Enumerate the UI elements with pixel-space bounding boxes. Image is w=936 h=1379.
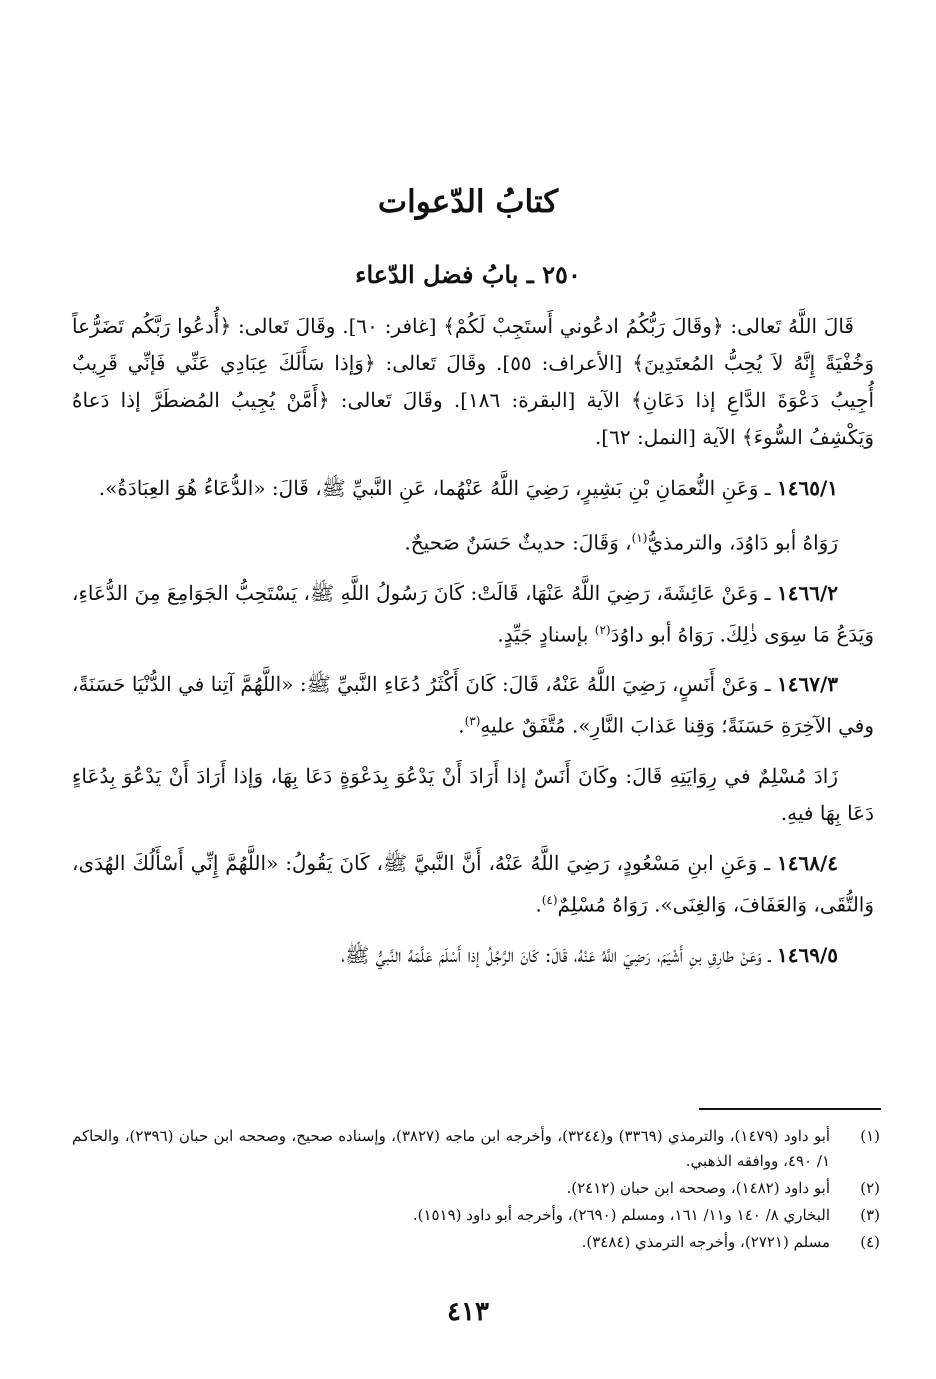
footnote-number: (٣) [860,1206,880,1224]
hadith-number: ١٤٦٥/١ [776,476,838,500]
hadith-number: ١٤٦٦/٢ [777,580,839,605]
hadith-tail: بإسنادٍ جَيِّدٍ. [497,622,595,647]
hadith-number: ١٤٦٩/٥ [776,942,838,967]
hadith-text: ـ وَعَنْ أَنَسٍ، رَضِيَ اللَّهُ عَنْهُ، قَالَ: كَانَ أَكْثَرُ دُعَاءِ النَّبيِّ ﷺ: «اللَّهُمَّ آتِنا في الدُّنْيَا حَسَنَةً، وفي الآخِرَةِ حَسَنَةً؛ وَقِنا عَذابَ النَّارِ». مُتَّفَقٌ عليهِ [72,672,874,738]
footnote-1 [72,1124,880,1174]
footnote-number: (٢) [860,1179,880,1197]
page-number: ٤١٣ [447,1297,489,1327]
footnote-3 [72,1203,880,1228]
footnote-2 [72,1176,880,1201]
book-title: كتابُ الدّعوات [377,184,559,220]
hadith-1 [72,470,874,507]
hadith-number: ١٤٦٧/٣ [776,672,838,697]
footnote-ref[interactable]: (١) [631,531,648,545]
chapter-title [0,258,936,292]
hadith-tail: . [535,892,542,917]
hadith-3-note: زَادَ مُسْلِمٌ في رِوَايَتِهِ قَالَ: وكَانَ أَنَسٌ إذا أَرَادَ أَنْ يَدْعُوَ بِدَعْوَةٍ دَعَا بِهَا، وَإذا أَرَادَ أَنْ يَدْعُوَ بِدُعَاءٍ دَعَا بِهَا فيهِ. [72,763,874,825]
hadith-text: ـ وَعَنِ النُّعمَانِ بْنِ بَشِيرٍ، رَضِيَ اللَّهُ عَنْهُما، عَنِ النَّبيِّ ﷺ، قَالَ: «الدُّعَاءُ هُوَ العِبَادَةُ». [98,476,771,500]
hadith-2 [72,575,874,654]
footnote-ref[interactable]: (٢) [594,622,611,637]
footnote-number: (١) [860,1127,880,1145]
hadith-1-source [72,520,874,562]
hadith-text: ـ وَعَنْ طارِقِ بنِ أَشْيَمَ، رَضِيَ اللَّهُ عَنْهُ، قَالَ: كَانَ الرَّجُلُ إذا أَسْلَمَ عَلَّمَهُ النَّبيُّ ﷺ، [341,942,771,967]
hadith-3 [72,666,874,745]
hadith-text: ـ وَعَنْ عَائِشَةَ، رَضِيَ اللَّهُ عَنْهَا، قَالَتْ: كَانَ رَسُولُ اللَّهِ ﷺ، يَسْتَحِبُّ الجَوَامِعَ مِنَ الدُّعَاءِ، وَيَدَعُ مَا سِوَى ذٰلِكَ. رَوَاهُ أبو داوُدَ [72,580,874,647]
source-text: رَوَاهُ أبو دَاوُدَ، والترمذيُّ [647,530,838,555]
footnote-divider [699,1108,881,1110]
footnote-ref[interactable]: (٤) [541,892,558,907]
main-text [72,308,874,987]
footnote-text: مسلم (٢٧٢١)، وأخرجه الترمذي (٣٤٨٤). [581,1233,830,1251]
footnote-text: أبو داود (١٤٨٢)، وصححه ابن حبان (٢٤١٢). [566,1179,830,1197]
source-grade: ، وَقَالَ: حديثٌ حَسَنٌ صَحيحٌ. [404,530,632,555]
footnote-number: (٤) [860,1233,880,1251]
footnote-text: أبو داود (١٤٧٩)، والترمذي (٣٣٦٩) و(٣٢٤٤)، وأخرجه ابن ماجه (٣٨٢٧)، وإسناده صحيح، وصححه ابن حبان (٢٣٩٦)، والحاكم ١/ ٤٩٠، ووافقه الذهبي. [72,1127,831,1170]
hadith-tail: . [458,713,465,738]
hadith-number: ١٤٦٨/٤ [777,850,839,875]
footnote-ref[interactable]: (٣) [464,714,481,729]
chapter-number: ٢٥٠ [542,260,581,289]
hadith-4 [72,845,874,924]
hadith-5 [72,937,874,974]
chapter-name: ـ بابُ فضل الدّعاء [355,260,534,289]
footnotes [72,1124,880,1257]
footnote-4 [72,1230,880,1255]
footnote-text: البخاري ٨/ ١٤٠ و١١/ ١٦١، ومسلم (٢٦٩٠)، وأخرجه أبو داود (١٥١٩). [412,1206,830,1224]
hadith-text: ـ وَعَنِ ابنِ مَسْعُودٍ، رَضِيَ اللَّهُ عَنْهُ، أَنَّ النَّبيَّ ﷺ، كَانَ يَقُولُ: «اللَّهُمَّ إِنِّي أَسْأَلُكَ الهُدَى، وَالتُّقَى، وَالعَفَافَ، وَالغِنَى». رَوَاهُ مُسْلِمٌ [72,850,874,917]
intro-paragraph: قَالَ اللَّهُ تَعالى: ﴿وقَالَ رَبُّكُمُ ادعُوني أَستَجِبْ لَكُمْ﴾ [غافر: ٦٠]. وقَالَ تَعالى: ﴿أُدعُوا رَبَّكُم تَضَرُّعاً وَخُفْيَةً إِنَّهُ لاَ يُحِبُّ المُعتَدِينَ﴾ [الأعراف: ٥٥]. وقَالَ تَعالى: ﴿وَإذا سَأَلَكَ عِبَادِي عَنِّي فَإنِّي قَرِيبٌ أُجِيبُ دَعْوَةَ الدَّاعِ إذا دَعَانِ﴾ الآية [البقرة: ١٨٦]. وقَالَ تَعالى: ﴿أَمَّنْ يُجِيبُ المُضطَرَّ إذا دَعاهُ وَيَكْشِفُ السُّوءَ﴾ الآية [النمل: ٦٢]. [72,314,875,449]
